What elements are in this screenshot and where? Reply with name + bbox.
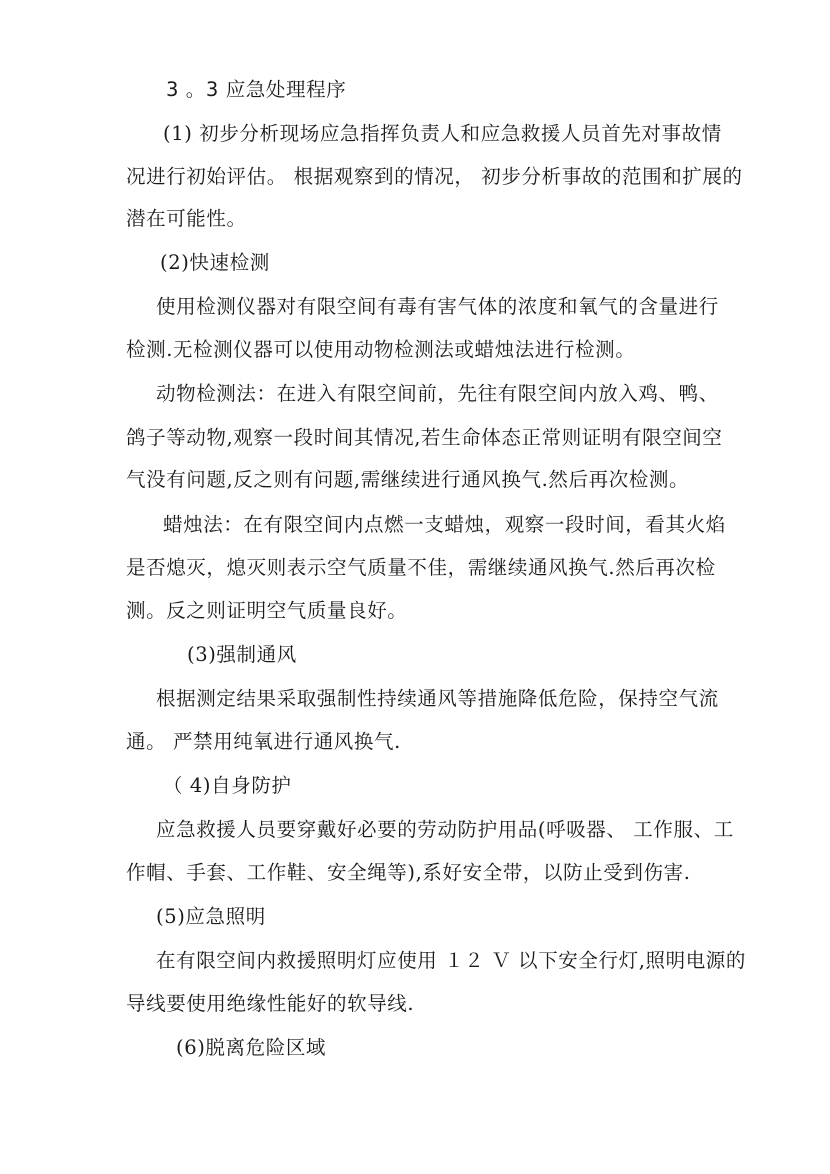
paragraph-line: 应急救援人员要穿戴好必要的劳动防护用品(呼吸器、 工作服、工 <box>156 818 734 841</box>
paragraph-line: 况进行初始评估。 根据观察到的情况， 初步分析事故的范围和扩展的 <box>126 165 743 188</box>
paragraph-line: 气没有问题,反之则有问题,需继续进行通风换气.然后再次检测。 <box>126 468 690 491</box>
paragraph-line: 作帽、手套、工作鞋、安全绳等),系好安全带，以防止受到伤害. <box>126 861 691 884</box>
paragraph-line: 通。 严禁用纯氧进行通风换气. <box>126 730 401 753</box>
paragraph-line: 根据测定结果采取强制性持续通风等措施降低危险，保持空气流 <box>156 687 719 710</box>
subheading: (6)脱离危险区域 <box>176 1036 327 1059</box>
paragraph-line: (1) 初步分析现场应急指挥负责人和应急救援人员首先对事故情 <box>163 122 722 145</box>
subheading: (2)快速检测 <box>160 251 270 274</box>
subheading: （ 4)自身防护 <box>163 774 292 797</box>
paragraph-line: 是否熄灭，熄灭则表示空气质量不佳，需继续通风换气.然后再次检 <box>126 556 716 579</box>
paragraph-line: 使用检测仪器对有限空间有毒有害气体的浓度和氧气的含量进行 <box>156 295 719 318</box>
subheading: (5)应急照明 <box>156 905 266 928</box>
paragraph-line: 动物检测法：在进入有限空间前，先往有限空间内放入鸡、鸭、 <box>156 382 719 405</box>
subheading: (3)强制通风 <box>187 643 297 666</box>
paragraph-line: 测。反之则证明空气质量良好。 <box>126 599 408 622</box>
paragraph-line: 鸽子等动物,观察一段时间其情况,若生命体态正常则证明有限空间空 <box>126 426 723 449</box>
paragraph-line: 导线要使用绝缘性能好的软导线. <box>126 992 415 1015</box>
section-title: 3 。3 应急处理程序 <box>166 78 347 101</box>
paragraph-line: 检测.无检测仪器可以使用动物检测法或蜡烛法进行检测。 <box>126 338 636 361</box>
paragraph-line: 潜在可能性。 <box>126 207 247 230</box>
paragraph-line: 在有限空间内救援照明灯应使用 １２ Ｖ 以下安全行灯,照明电源的 <box>156 949 746 972</box>
paragraph-line: 蜡烛法：在有限空间内点燃一支蜡烛，观察一段时间，看其火焰 <box>163 513 726 536</box>
